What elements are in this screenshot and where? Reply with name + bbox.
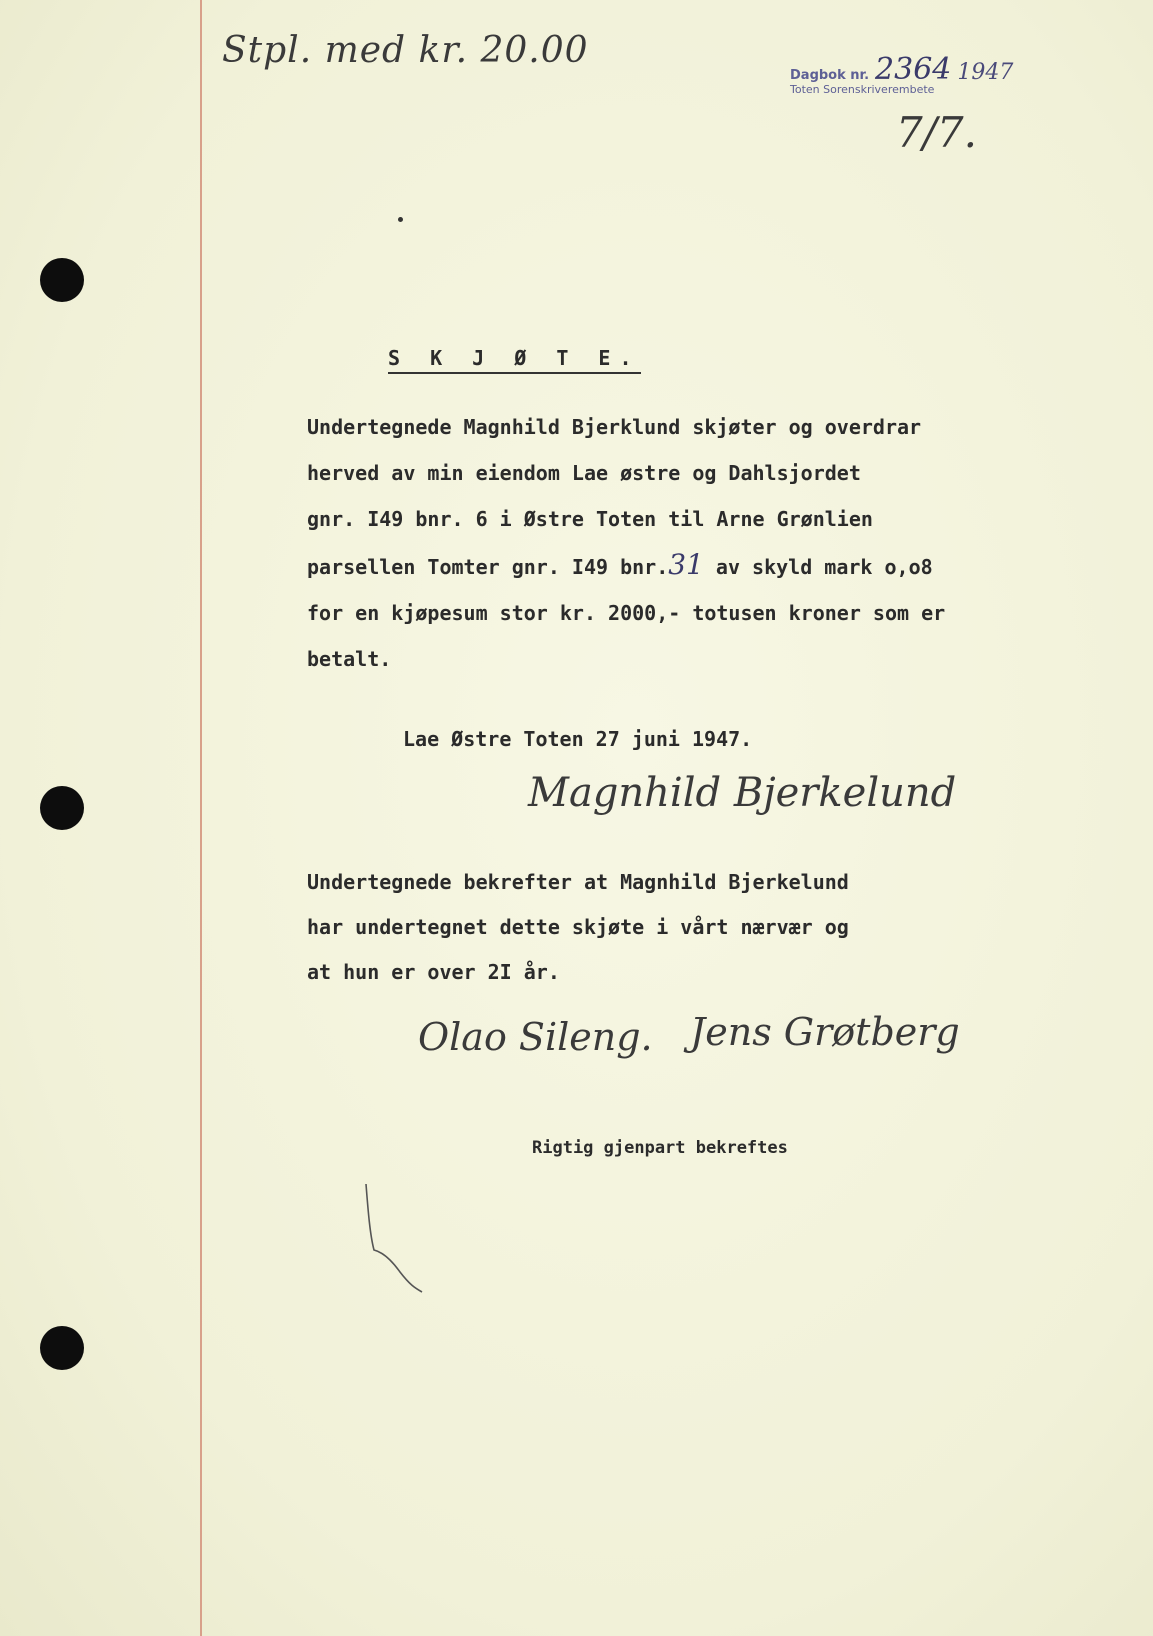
witness-signature: Jens Grøtberg: [690, 1010, 960, 1054]
body-line: for en kjøpesum stor kr. 2000,- totusen kroner som er: [307, 601, 946, 625]
witness-signature: Olao Sileng.: [418, 1015, 653, 1059]
confirmation-line: at hun er over 2I år.: [307, 960, 560, 984]
diary-label: Dagbok nr.: [790, 68, 870, 83]
witness-confirmation: [307, 860, 849, 995]
certified-copy-note: Rigtig gjenpart bekreftes: [532, 1138, 788, 1158]
body-line-text: av skyld mark o,o8: [703, 555, 933, 579]
diary-stamp: [790, 52, 1013, 96]
office-label: Toten Sorenskriverembete: [790, 83, 935, 96]
punch-hole: [40, 258, 84, 302]
place-and-date: Lae Østre Toten 27 juni 1947.: [403, 727, 753, 751]
body-line: gnr. I49 bnr. 6 i Østre Toten til Arne Grønlien: [307, 507, 873, 531]
registration-date: 7/7.: [896, 108, 977, 157]
diary-year: 1947: [957, 60, 1014, 85]
diary-number: 2364: [875, 52, 952, 87]
document-title: S K J Ø T E.: [388, 346, 641, 374]
seller-signature: Magnhild Bjerkelund: [528, 770, 957, 816]
deed-body: [307, 404, 1067, 682]
pen-scribble: [360, 1180, 480, 1340]
body-line: Undertegnede Magnhild Bjerklund skjøter og overdrar: [307, 415, 922, 439]
body-line: herved av min eiendom Lae østre og Dahlsjordet: [307, 461, 861, 485]
handwritten-parcel-number: 31: [668, 548, 704, 581]
body-line: [307, 542, 1067, 590]
confirmation-line: Undertegnede bekrefter at Magnhild Bjerkelund: [307, 870, 849, 894]
ink-dot: [398, 217, 403, 222]
confirmation-line: har undertegnet dette skjøte i vårt nærvær og: [307, 915, 849, 939]
body-line: betalt.: [307, 647, 392, 671]
punch-hole: [40, 1326, 84, 1370]
punch-hole: [40, 786, 84, 830]
body-line-text: parsellen Tomter gnr. I49 bnr.: [307, 555, 669, 579]
margin-rule: [200, 0, 202, 1636]
fee-note: Stpl. med kr. 20.00: [222, 30, 589, 71]
